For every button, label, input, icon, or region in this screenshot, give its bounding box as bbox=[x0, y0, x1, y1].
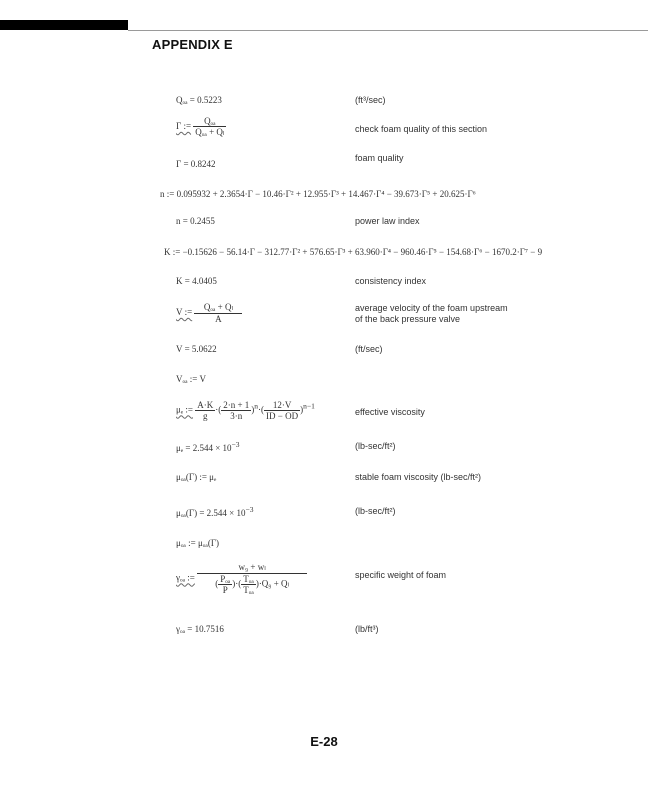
fraction-denominator: ID − OD bbox=[266, 411, 299, 421]
fraction-denominator: g bbox=[202, 411, 208, 421]
exponent: −3 bbox=[245, 505, 254, 514]
comment-consistency-index: consistency index bbox=[355, 276, 427, 286]
exponent: −3 bbox=[231, 440, 240, 449]
comment-line-1: average velocity of the foam upstream bbox=[355, 303, 508, 313]
header-bar bbox=[0, 20, 128, 30]
comment-foam-flow-units: (ft³/sec) bbox=[355, 95, 386, 105]
header-rule bbox=[128, 30, 648, 31]
eq-stable-foam-viscosity-assign: μₒₐ := μₒₐ(Γ) bbox=[176, 538, 220, 548]
eq-effective-viscosity-value bbox=[176, 440, 240, 453]
eq-lhs: μₑ := bbox=[176, 404, 193, 415]
eq-velocity-value: V = 5.0622 bbox=[176, 344, 217, 354]
comment-average-velocity bbox=[355, 303, 508, 325]
eq-lhs: γₒₐ := bbox=[176, 572, 195, 583]
eq-text: μₒₐ(Γ) = 2.544 × 10 bbox=[176, 508, 246, 518]
fraction-denominator: Tₒₐ bbox=[243, 585, 254, 595]
eq-specific-weight-value: γₒₐ = 10.7516 bbox=[176, 624, 224, 634]
fraction-numerator: 12·V bbox=[264, 400, 300, 411]
eq-power-law-index-def: n := 0.095932 + 2.3654·Γ − 10.46·Γ² + 12.955·Γ³ + 14.467·Γ⁴ − 39.673·Γ⁵ + 20.625·Γ⁶ bbox=[160, 189, 476, 199]
fraction bbox=[241, 574, 256, 595]
eq-foam-quality-def bbox=[176, 116, 226, 138]
fraction bbox=[194, 302, 242, 324]
eq-text: μₑ = 2.544 × 10 bbox=[176, 443, 232, 453]
fraction-numerator: Pₒₐ bbox=[220, 574, 231, 584]
fraction-numerator: 2·n + 1 bbox=[223, 400, 250, 410]
comment-viscosity-units: (lb-sec/ft²) bbox=[355, 441, 396, 451]
comment-specific-weight-units: (lb/ft³) bbox=[355, 624, 379, 634]
comment-effective-viscosity: effective viscosity bbox=[355, 407, 425, 417]
eq-lhs: Γ := bbox=[176, 121, 192, 132]
page-number: E-28 bbox=[310, 734, 338, 749]
fraction-denominator: 3·n bbox=[230, 411, 243, 421]
fraction bbox=[221, 400, 251, 421]
fraction-numerator: A·K bbox=[197, 400, 214, 410]
comment-viscosity-units-2: (lb-sec/ft²) bbox=[355, 506, 396, 516]
fraction-numerator: Tₒₐ bbox=[243, 574, 254, 584]
fraction bbox=[264, 400, 300, 421]
eq-consistency-index-def: K := −0.15626 − 56.14·Γ − 312.77·Γ² + 576.65·Γ³ + 63.960·Γ⁴ − 960.46·Γ⁵ − 154.68·Γ⁶ − 1670.2·Γ⁷ − 9 bbox=[164, 247, 543, 257]
eq-velocity-def bbox=[176, 302, 242, 324]
fraction-numerator: w₉ + wₗ bbox=[197, 562, 307, 574]
fraction-denominator: Qₒₐ + Qₗ bbox=[195, 127, 225, 137]
exponent: n bbox=[254, 401, 259, 411]
fraction bbox=[193, 116, 226, 138]
comment-line-2: of the back pressure valve bbox=[355, 314, 461, 324]
eq-lhs: V := bbox=[176, 307, 193, 318]
eq-foam-quality-value: Γ = 0.8242 bbox=[176, 159, 216, 169]
comment-power-law-index: power law index bbox=[355, 216, 420, 226]
eq-specific-weight-def bbox=[176, 562, 307, 595]
denominator-tail: ·Q₉ + Qₗ bbox=[258, 578, 290, 589]
comment-check-foam-quality: check foam quality of this section bbox=[355, 124, 488, 134]
eq-consistency-index-value: K = 4.0405 bbox=[176, 276, 217, 286]
eq-stable-foam-viscosity-value bbox=[176, 505, 253, 518]
fraction-numerator: Qₒₐ bbox=[193, 116, 226, 127]
eq-foam-velocity: Vₒₐ := V bbox=[176, 374, 206, 384]
comment-specific-weight: specific weight of foam bbox=[355, 570, 447, 580]
eq-stable-foam-viscosity-def: μₒₐ(Γ) := μₑ bbox=[176, 472, 217, 482]
fraction bbox=[195, 400, 215, 421]
comment-foam-quality: foam quality bbox=[355, 153, 404, 163]
comment-stable-foam-viscosity: stable foam viscosity (lb-sec/ft²) bbox=[355, 472, 482, 482]
eq-power-law-index-value: n = 0.2455 bbox=[176, 216, 215, 226]
fraction bbox=[197, 562, 307, 595]
fraction-denominator: A bbox=[215, 314, 222, 324]
comment-velocity-units: (ft/sec) bbox=[355, 344, 383, 354]
appendix-title: APPENDIX E bbox=[152, 37, 233, 52]
exponent: n−1 bbox=[303, 401, 315, 411]
eq-effective-viscosity-def: μₑ := $\frac{A\cdot K}{g}$ ·( $\frac{2\cdot n + 1}{3\cdot n}$ )$^n$·( $\frac{12\cdot V}{ID - OD}$ )$^{n-1}$ bbox=[176, 400, 315, 421]
eq-foam-flow-rate: Qₒₐ = 0.5223 bbox=[176, 95, 222, 105]
fraction bbox=[218, 574, 232, 595]
fraction-numerator: Qₒₐ + Qₗ bbox=[194, 302, 242, 314]
fraction-denominator: P bbox=[222, 585, 228, 595]
fraction-denominator: ( $\frac{\text{Pₒₐ}}{P}$ )·( $\frac{\text{Tₒₐ}}{\text{Tₒₐ}}$ )·Q₉ + Qₗ bbox=[215, 574, 290, 595]
